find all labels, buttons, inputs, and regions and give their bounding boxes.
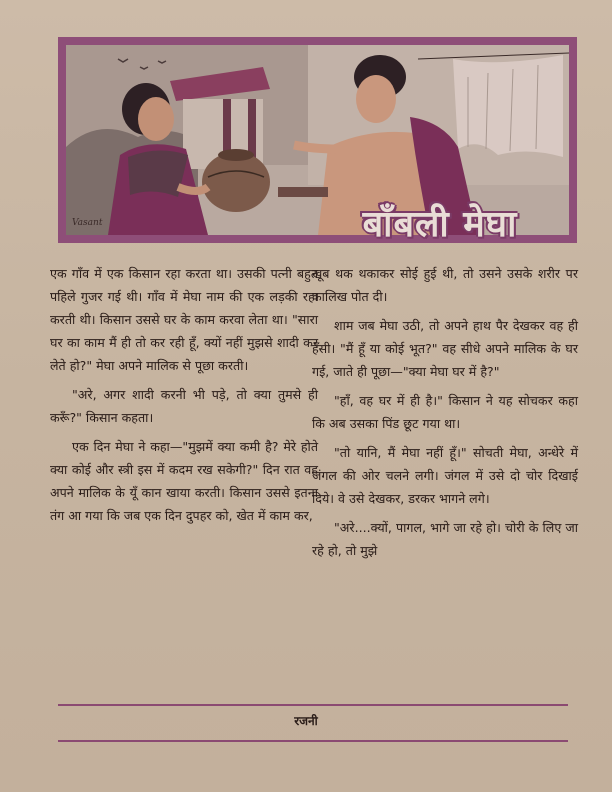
paragraph: "तो यानि, मैं मेघा नहीं हूँ।" सोचती मेघा, अन्धेरे में जंगल की ओर चलने लगी। जंगल में उसे दो चोर दिखाई दिये। वे उसे देखकर, डरकर भागने लगे। (312, 445, 578, 506)
paragraph: "हाँ, वह घर में ही है।" किसान ने यह सोचकर कहा कि अब उसका पिंड छूट गया था। (312, 393, 578, 431)
left-column (50, 262, 318, 533)
paragraph: "अरे....क्यों, पागल, भागे जा रहे हो। चोरी के लिए जा रहे हो, तो मुझे (312, 520, 578, 558)
magazine-name: रजनी (294, 714, 318, 728)
story-title: बाँबली मेघा (362, 203, 518, 245)
paragraph: शाम जब मेघा उठी, तो अपने हाथ पैर देखकर वह ही हँसी। "मैं हूँ या कोई भूत?" वह सीधे अपने मालिक के घर गई, जाते ही पूछा—"क्या मेघा घर में है?" (312, 318, 578, 379)
artist-signature: Vasant (72, 218, 103, 228)
paragraph: एक गाँव में एक किसान रहा करता था। उसकी पत्नी बहुत पहिले गुजर गई थी। गाँव में मेघा नाम की एक लड़की रहा करती थी। किसान उससे घर के काम करवा लेता था। "सारा घर का काम मैं ही तो कर रही हूँ, क्यों नहीं मुझसे शादी कर लेते हो?" मेघा अपने मालिक से पूछा करती। (50, 266, 318, 373)
paragraph: एक दिन मेघा ने कहा—"मुझमें क्या कमी है? मेरे होते क्या कोई और स्त्री इस में कदम रख सकेगी?" दिन रात वह अपने मालिक के यूँ कान खाया करती। किसान उससे इतना तंग आ गया कि जब एक दिन दुपहर को, खेत में काम कर, (50, 439, 318, 523)
footer-rule-bottom (58, 740, 568, 742)
right-column (312, 262, 578, 568)
paragraph: "अरे, अगर शादी करनी भी पड़े, तो क्या तुमसे ही करूँ?" किसान कहता। (50, 387, 318, 425)
paragraph: खूब थक थकाकर सोई हुई थी, तो उसने उसके शरीर पर कालिख पोत दी। (312, 266, 578, 304)
footer-rule-top (58, 704, 568, 706)
